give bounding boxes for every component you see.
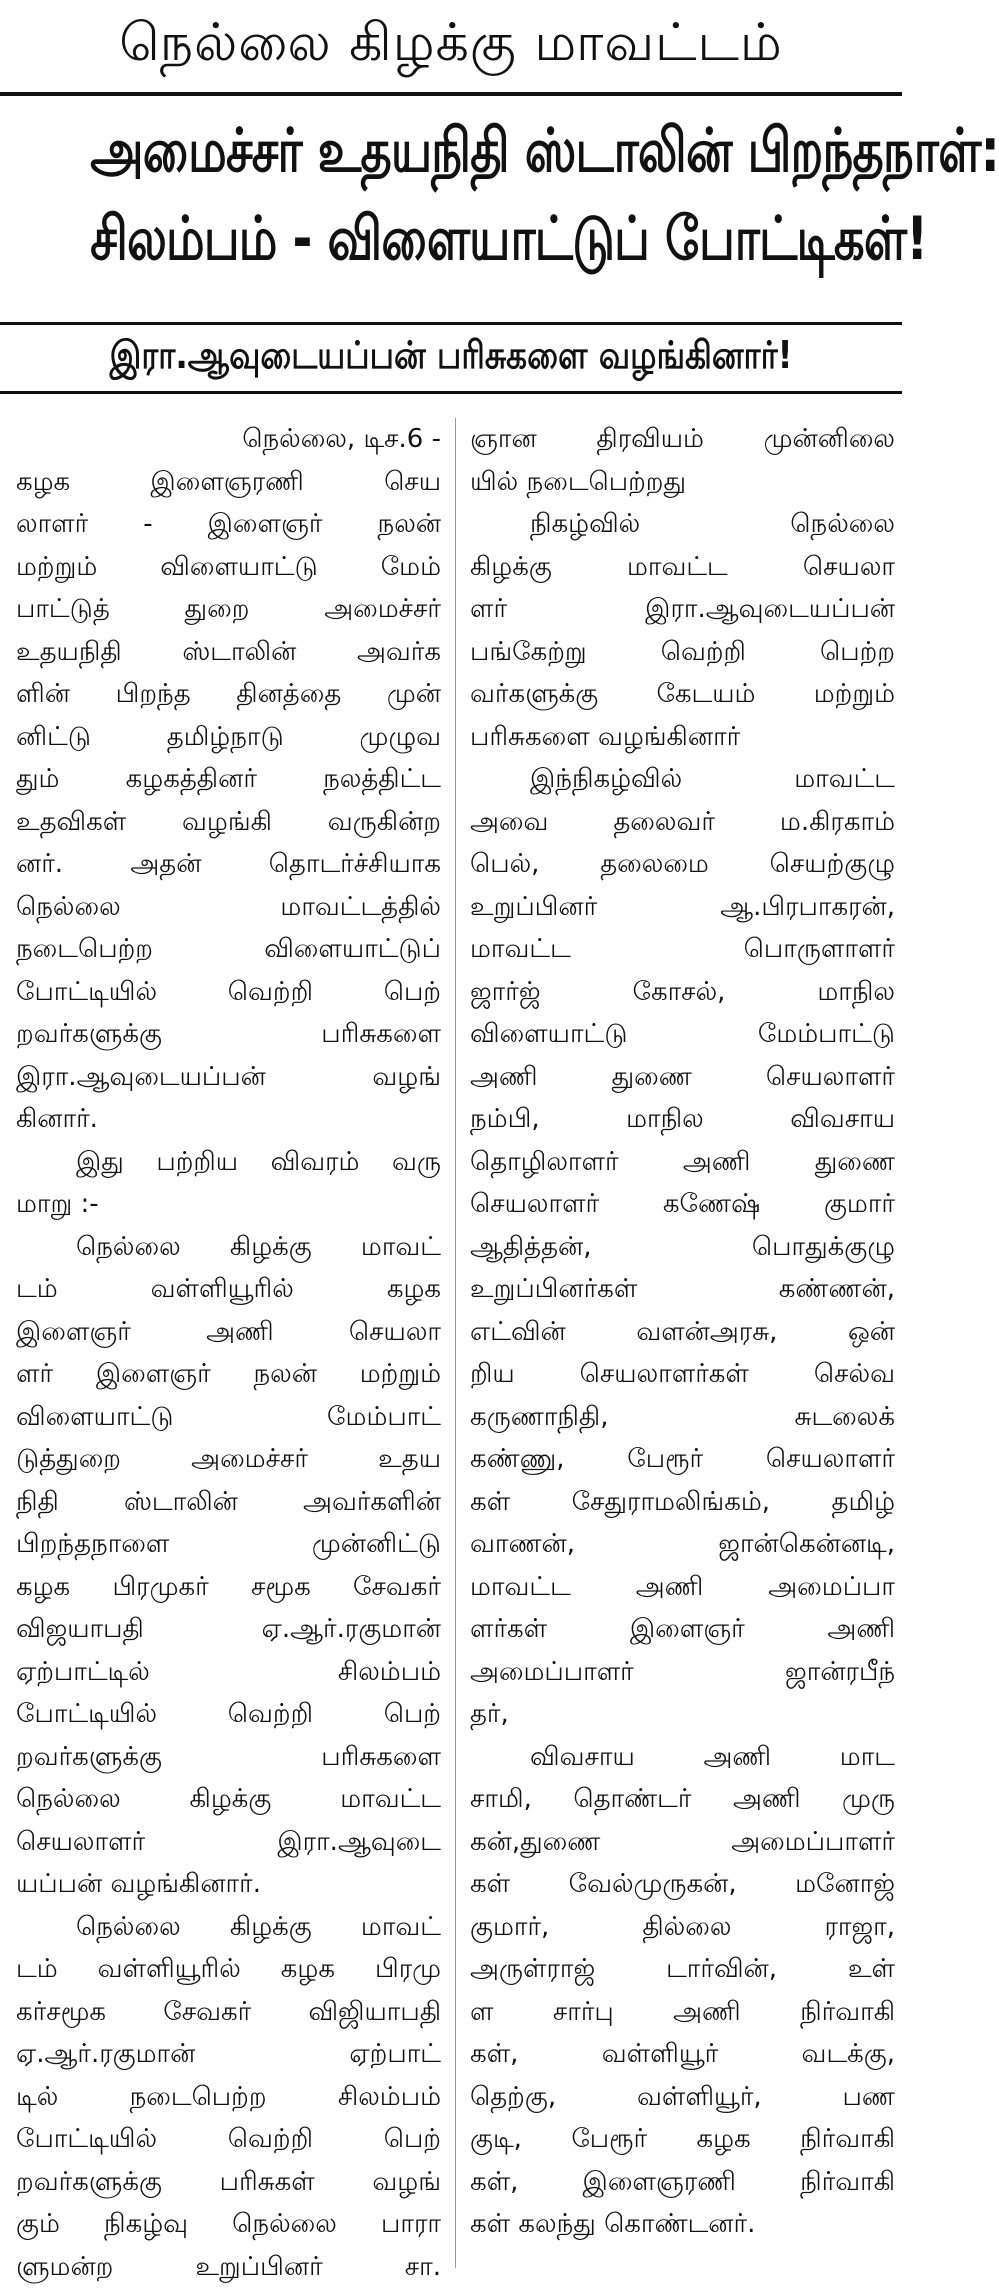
article-text-line: தெற்கு, வள்ளியூர், பண <box>470 2076 895 2119</box>
article-text-line: மற்றும் விளையாட்டு மேம் <box>16 546 441 589</box>
article-column-left <box>16 418 441 2268</box>
article-text-line: பரிசுகளை வழங்கினார் <box>470 716 895 759</box>
article-text-line: இளைஞர் அணி செயலா <box>16 1311 441 1354</box>
article-text-line: எட்வின் வளன்அரசு, ஒன் <box>470 1311 895 1354</box>
article-text-line: பிறந்தநாளை முன்னிட்டு <box>16 1523 441 1566</box>
article-text-line: ஏ.ஆர்.ரகுமான் ஏற்பாட் <box>16 2033 441 2076</box>
article-text-line: கன்,துணை அமைப்பாளர் <box>470 1821 895 1864</box>
article-text-line: உறுப்பினர் ஆ.பிரபாகரன், <box>470 886 895 929</box>
article-text-line: றிய செயலாளர்கள் செல்வ <box>470 1353 895 1396</box>
section-title: நெல்லை கிழக்கு மாவட்டம் <box>119 13 782 80</box>
article-text-line: அவை தலைவர் ம.கிரகாம் <box>470 801 895 844</box>
article-text-line: நிதி ஸ்டாலின் அவர்களின் <box>16 1481 441 1524</box>
article-text-line: குடி, பேரூர் கழக நிர்வாகி <box>470 2118 895 2161</box>
article-text-line: நெல்லை மாவட்டத்தில் <box>16 886 441 929</box>
article-text-line: உறுப்பினர்கள் கண்ணன், <box>470 1268 895 1311</box>
article-text-line: னிட்டு தமிழ்நாடு முழுவ <box>16 716 441 759</box>
article-text-line: உதயநிதி ஸ்டாலின் அவர்க <box>16 631 441 674</box>
article-text-line: றவர்களுக்கு பரிசுகள் வழங் <box>16 2161 441 2204</box>
article-text-line: குமார், தில்லை ராஜா, <box>470 1906 895 1949</box>
article-text-line: றவர்களுக்கு பரிசுகளை <box>16 1736 441 1779</box>
headline-line-2: சிலம்பம் - விளையாட்டுப் போட்டிகள்! <box>90 196 812 282</box>
article-text-line: கழக பிரமுகர் சமூக சேவகர் <box>16 1566 441 1609</box>
article-text-line: ளர் இரா.ஆவுடையப்பன் <box>470 588 895 631</box>
article-text-line: கினார். <box>16 1098 441 1141</box>
article-text-line: ளர் இளைஞர் நலன் மற்றும் <box>16 1353 441 1396</box>
article-text-line: விளையாட்டு மேம்பாட்டு <box>470 1013 895 1056</box>
article-text-line: போட்டியில் வெற்றி பெற் <box>16 2118 441 2161</box>
article-text-line: லாளர் - இளைஞர் நலன் <box>16 503 441 546</box>
article-text-line: சாமி, தொண்டர் அணி முரு <box>470 1778 895 1821</box>
article-text-line: கள், வள்ளியூர் வடக்கு, <box>470 2033 895 2076</box>
article-text-line: கர்சமூக சேவகர் விஜியாபதி <box>16 1991 441 2034</box>
article-text-line: கள், இளைஞரணி நிர்வாகி <box>470 2161 895 2204</box>
subheadline: இரா.ஆவுடையப்பன் பரிசுகளை வழங்கினார்! <box>109 333 792 383</box>
article-text-line: ஞான திரவியம் முன்னிலை <box>470 418 895 461</box>
article-text-line: டம் வள்ளியூரில் கழக பிரமு <box>16 1948 441 1991</box>
article-text-line: மாவட்ட அணி அமைப்பா <box>470 1566 895 1609</box>
article-text-line: நடைபெற்ற விளையாட்டுப் <box>16 928 441 971</box>
article-text-line: ளுமன்ற உறுப்பினர் சா. <box>16 2246 441 2288</box>
article-text-line: கள் கலந்து கொண்டனர். <box>470 2203 895 2246</box>
article-text-line: நெல்லை கிழக்கு மாவட் <box>16 1226 441 1269</box>
article-text-line: போட்டியில் வெற்றி பெற் <box>16 971 441 1014</box>
article-text-line: ளர்கள் இளைஞர் அணி <box>470 1608 895 1651</box>
section-header <box>0 0 902 96</box>
article-text-line: றவர்களுக்கு பரிசுகளை <box>16 1013 441 1056</box>
article-text-line: ள சார்பு அணி நிர்வாகி <box>470 1991 895 2034</box>
article-text-line: னர். அதன் தொடர்ச்சியாக <box>16 843 441 886</box>
article-text-line: பங்கேற்று வெற்றி பெற்ற <box>470 631 895 674</box>
article-text-line: கண்ணு, பேரூர் செயலாளர் <box>470 1438 895 1481</box>
article-text-line: இது பற்றிய விவரம் வரு <box>16 1141 441 1184</box>
article-text-line: வாணன், ஜான்கென்னடி, <box>470 1523 895 1566</box>
article-text-line: மாவட்ட பொருளாளர் <box>470 928 895 971</box>
subheadline-bar <box>0 322 902 394</box>
article-text-line: நெல்லை கிழக்கு மாவட்ட <box>16 1778 441 1821</box>
article-text-line: கிழக்கு மாவட்ட செயலா <box>470 546 895 589</box>
article-text-line: கருணாநிதி, சுடலைக் <box>470 1396 895 1439</box>
article-text-line: டில் நடைபெற்ற சிலம்பம் <box>16 2076 441 2119</box>
article-text-line: ஆதித்தன், பொதுக்குழு <box>470 1226 895 1269</box>
article-text-line: செயலாளர் இரா.ஆவுடை <box>16 1821 441 1864</box>
article-text-line: பாட்டுத் துறை அமைச்சர் <box>16 588 441 631</box>
article-text-line: செயலாளர் கணேஷ் குமார் <box>470 1183 895 1226</box>
article-text-line: அருள்ராஜ் டார்வின், உள் <box>470 1948 895 1991</box>
article-text-line: அமைப்பாளர் ஜான்ரபீந் <box>470 1651 895 1694</box>
article-text-line: கும் நிகழ்வு நெல்லை பாரா <box>16 2203 441 2246</box>
article-text-line: வர்களுக்கு கேடயம் மற்றும் <box>470 673 895 716</box>
article-text-line: அணி துணை செயலாளர் <box>470 1056 895 1099</box>
article-text-line: நம்பி, மாநில விவசாய <box>470 1098 895 1141</box>
article-text-line: இந்நிகழ்வில் மாவட்ட <box>470 758 895 801</box>
article-text-line: ளின் பிறந்த தினத்தை முன் <box>16 673 441 716</box>
article-text-line: பெல், தலைமை செயற்குழு <box>470 843 895 886</box>
article-text-line: ஜார்ஜ் கோசல், மாநில <box>470 971 895 1014</box>
article-text-line: கள் சேதுராமலிங்கம், தமிழ் <box>470 1481 895 1524</box>
article-text-line: இரா.ஆவுடையப்பன் வழங் <box>16 1056 441 1099</box>
article-text-line: தும் கழகத்தினர் நலத்திட்ட <box>16 758 441 801</box>
article-text-line: நெல்லை கிழக்கு மாவட் <box>16 1906 441 1949</box>
article-text-line: உதவிகள் வழங்கி வருகின்ற <box>16 801 441 844</box>
article-text-line: யப்பன் வழங்கினார். <box>16 1863 441 1906</box>
article-text-line: நெல்லை, டிச.6 - <box>16 418 441 461</box>
article-column-right <box>470 418 895 2268</box>
article-text-line: கள் வேல்முருகன், மனோஜ் <box>470 1863 895 1906</box>
article-text-line: யில் நடைபெற்றது <box>470 461 895 504</box>
article-text-line: தொழிலாளர் அணி துணை <box>470 1141 895 1184</box>
article-text-line: தர், <box>470 1693 895 1736</box>
article-text-line: மாறு :- <box>16 1183 441 1226</box>
article-text-line: விவசாய அணி மாட <box>470 1736 895 1779</box>
article-text-line: டம் வள்ளியூரில் கழக <box>16 1268 441 1311</box>
article-text-line: விளையாட்டு மேம்பாட் <box>16 1396 441 1439</box>
article-text-line: விஜயாபதி ஏ.ஆர்.ரகுமான் <box>16 1608 441 1651</box>
article-text-line: போட்டியில் வெற்றி பெற் <box>16 1693 441 1736</box>
article-text-line: ஏற்பாட்டில் சிலம்பம் <box>16 1651 441 1694</box>
article-text-line: நிகழ்வில் நெல்லை <box>470 503 895 546</box>
headline-line-1: அமைச்சர் உதயநிதி ஸ்டாலின் பிறந்தநாள்: <box>90 108 812 194</box>
article-text-line: டுத்துறை அமைச்சர் உதய <box>16 1438 441 1481</box>
article-text-line: கழக இளைஞரணி செய <box>16 461 441 504</box>
column-divider <box>455 418 456 2268</box>
